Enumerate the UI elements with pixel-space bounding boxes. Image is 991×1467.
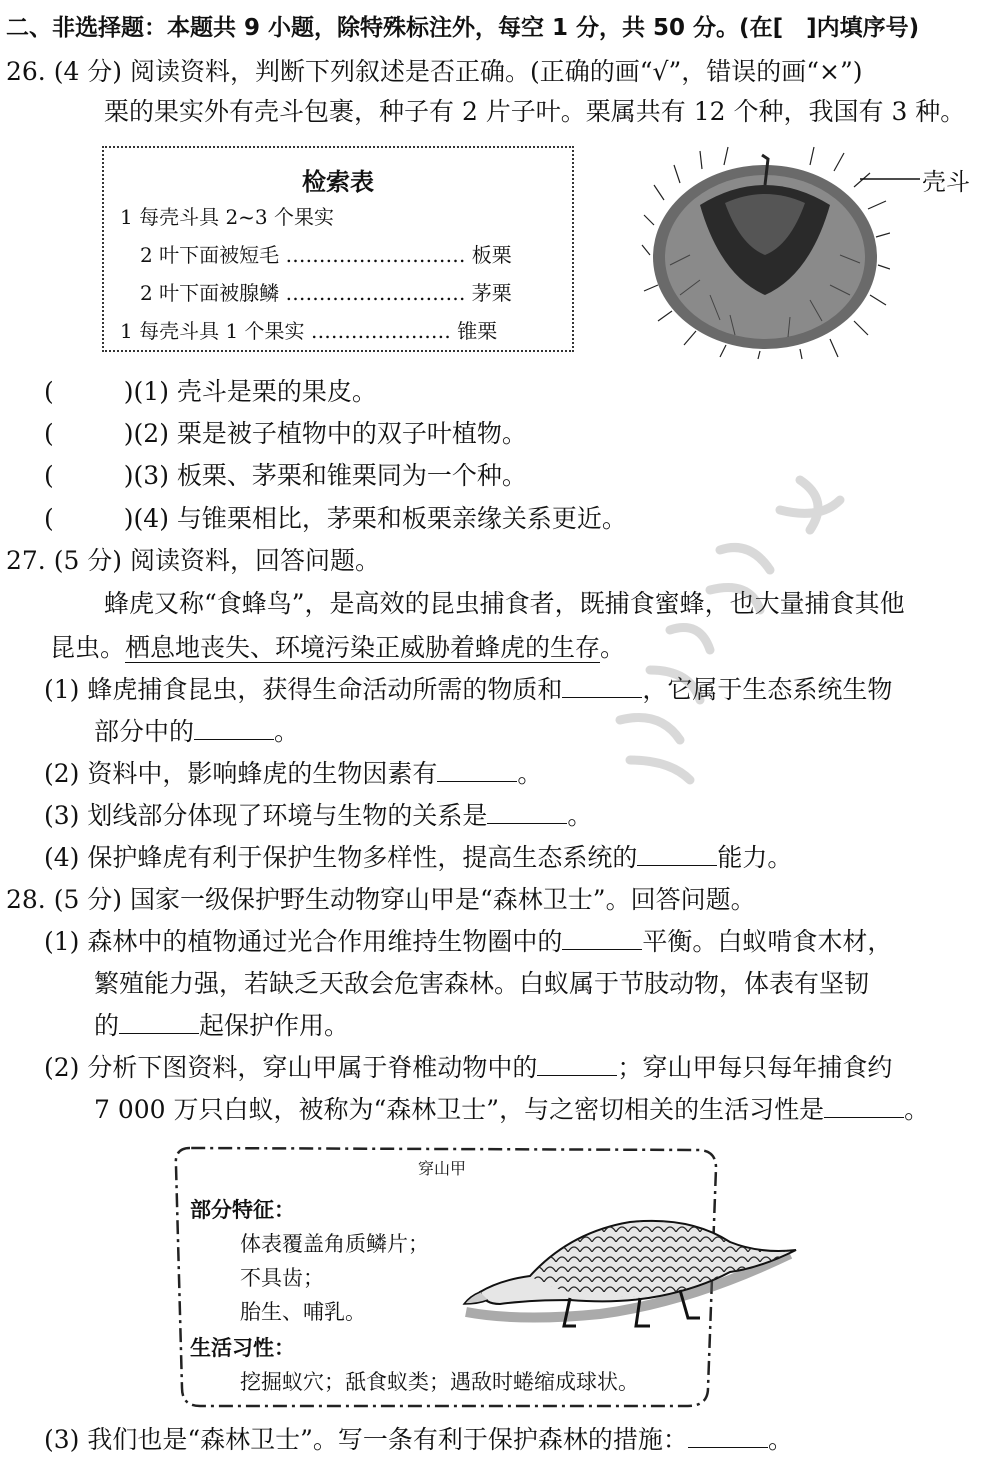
- key-title: 检索表: [302, 167, 374, 196]
- underlined-text: 栖息地丧失、环境污染正威胁着蜂虎的生存: [125, 633, 601, 662]
- q28-sub1-line3: 的 起保护作用。: [94, 1011, 350, 1040]
- q26-material: 栗的果实外有壳斗包裹，种子有 2 片子叶。栗属共有 12 个种，我国有 3 种。: [104, 97, 966, 126]
- answer-blank: [487, 801, 567, 824]
- retrieval-key-table: [102, 146, 574, 352]
- chestnut-burr-image: [640, 145, 890, 360]
- q27-sub1: (1) 蜂虎捕食昆虫，获得生命活动所需的物质和 ，它属于生态系统生物: [44, 675, 893, 704]
- answer-blank: [637, 843, 717, 866]
- watermark-stamp: [600, 460, 860, 790]
- answer-blank: [119, 1011, 199, 1034]
- q27-sub4: (4) 保护蜂虎有利于保护生物多样性，提高生态系统的 能力。: [44, 843, 793, 872]
- answer-blank: [824, 1095, 904, 1118]
- q27-stem: 27. (5 分) 阅读资料，回答问题。: [6, 546, 381, 575]
- q28-stem: 28. (5 分) 国家一级保护野生动物穿山甲是“森林卫士”。回答问题。: [6, 885, 756, 914]
- q27-material-line2: 昆虫。栖息地丧失、环境污染正威胁着蜂虎的生存。: [50, 633, 626, 662]
- judge-item-1: ( )(1) 壳斗是栗的果皮。: [44, 377, 377, 406]
- key-row: 1 每壳斗具 1 个果实 ………………… 锥栗: [120, 319, 498, 343]
- q28-sub1-line2: 繁殖能力强，若缺乏天敌会危害森林。白蚁属于节肢动物，体表有坚韧: [94, 969, 870, 998]
- feature-item: 胎生、哺乳。: [240, 1300, 366, 1324]
- q27-sub3: (3) 划线部分体现了环境与生物的关系是 。: [44, 801, 593, 830]
- label-leader-line: [860, 176, 920, 182]
- habits-label: 生活习性：: [190, 1335, 295, 1360]
- q27-sub2: (2) 资料中，影响蜂虎的生物因素有 。: [44, 759, 543, 788]
- q28-sub2: (2) 分析下图资料，穿山甲属于脊椎动物中的 ；穿山甲每只每年捕食约: [44, 1053, 893, 1082]
- q27-material-line1: 蜂虎又称“食蜂鸟”，是高效的昆虫捕食者，既捕食蜜蜂，也大量捕食其他: [104, 589, 905, 618]
- feature-item: 不具齿；: [240, 1266, 324, 1290]
- q26-stem: 26. (4 分) 阅读资料，判断下列叙述是否正确。(正确的画“√”，错误的画“×”): [6, 57, 863, 86]
- pangolin-image: [460, 1192, 800, 1342]
- q28-sub3: (3) 我们也是“森林卫士”。写一条有利于保护森林的措施： 。: [44, 1425, 793, 1454]
- answer-blank: [562, 927, 642, 950]
- section-header: 二、非选择题：本题共 9 小题，除特殊标注外，每空 1 分，共 50 分。(在[ ]内填序号): [6, 15, 920, 41]
- answer-blank: [194, 717, 274, 740]
- q27-sub1-cont: 部分中的 。: [94, 717, 300, 746]
- judge-item-2: ( )(2) 栗是被子植物中的双子叶植物。: [44, 419, 527, 448]
- feature-item: 体表覆盖角质鳞片；: [240, 1232, 429, 1256]
- q28-sub2-line2: 7 000 万只白蚁，被称为“森林卫士”，与之密切相关的生活习性是 。: [94, 1095, 930, 1124]
- q28-sub1: (1) 森林中的植物通过光合作用维持生物圈中的 平衡。白蚁啃食木材，: [44, 927, 893, 956]
- judge-item-4: ( )(4) 与锥栗相比，茅栗和板栗亲缘关系更近。: [44, 504, 627, 533]
- answer-blank: [437, 759, 517, 782]
- key-row: 2 叶下面被腺鳞 ……………………… 茅栗: [140, 281, 512, 305]
- features-label: 部分特征：: [190, 1197, 295, 1222]
- judge-item-3: ( )(3) 板栗、茅栗和锥栗同为一个种。: [44, 461, 527, 490]
- habits-text: 挖掘蚁穴；舐食蚁类；遇敌时蜷缩成球状。: [240, 1370, 639, 1394]
- key-row: 2 叶下面被短毛 ……………………… 板栗: [140, 243, 512, 267]
- hull-label: 壳斗: [922, 168, 970, 196]
- answer-blank: [688, 1425, 768, 1448]
- key-row: 1 每壳斗具 2~3 个果实: [120, 205, 335, 229]
- answer-blank: [537, 1053, 617, 1076]
- pangolin-box-title: 穿山甲: [418, 1159, 467, 1178]
